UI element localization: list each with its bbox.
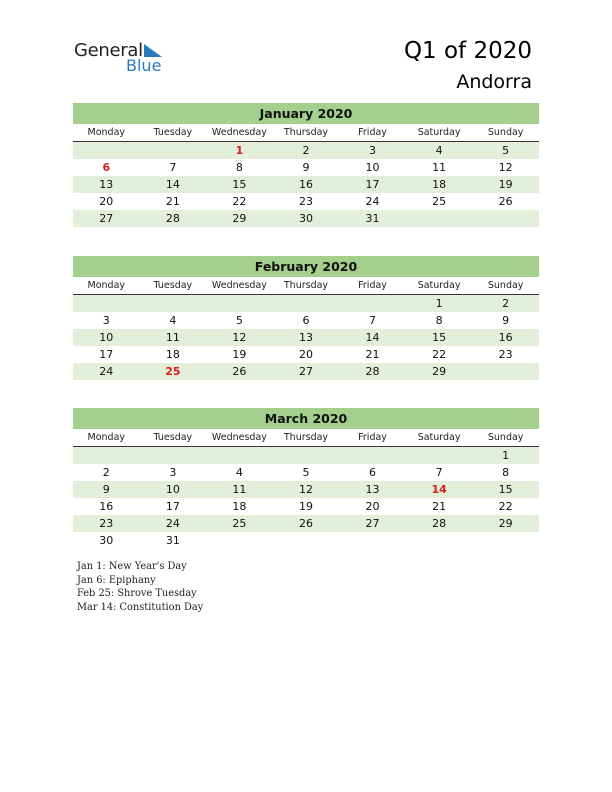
month-january [73,103,539,227]
page-title: Q1 of 2020 [403,38,532,64]
day-cell [339,532,406,549]
holiday-note: Jan 1: New Year's Day [77,561,187,572]
brand-blue: Blue [126,56,162,75]
day-cell: 18 [232,500,247,513]
day-cell: 21 [432,500,447,513]
day-cell: 6 [302,314,310,327]
day-cell: 15 [232,178,247,191]
day-cell [73,142,140,159]
day-cell: 13 [298,331,313,344]
day-cell: 21 [365,348,380,361]
day-cell: 2 [102,466,110,479]
weekday-label: Sunday [487,432,524,443]
day-cell: 13 [99,178,114,191]
holiday-note: Feb 25: Shrove Tuesday [77,588,197,599]
day-cell: 28 [365,365,380,378]
holiday-day-cell: 6 [102,161,111,174]
day-cell: 19 [232,348,247,361]
holiday-note: Mar 14: Constitution Day [77,601,204,613]
day-cell: 12 [498,161,513,174]
weekday-header-row [73,124,539,142]
day-cell: 12 [232,331,247,344]
day-cell: 14 [365,331,380,344]
day-cell: 3 [169,466,177,479]
weekday-label: Friday [358,280,387,291]
day-cell: 11 [165,331,180,344]
day-cell: 24 [99,365,114,378]
day-cell: 29 [498,517,513,530]
day-cell: 22 [232,195,247,208]
month-title: March 2020 [73,408,539,429]
day-cell: 20 [298,348,313,361]
week-row [73,346,539,363]
day-cell: 25 [432,195,447,208]
day-cell: 5 [235,314,243,327]
week-row [73,464,539,481]
weekday-label: Monday [87,280,126,291]
brand-logo [74,40,174,80]
day-cell [273,447,340,464]
day-cell [73,295,140,312]
weekday-label: Sunday [487,280,524,291]
weekday-label: Saturday [417,432,461,443]
day-cell: 15 [498,483,513,496]
day-cell: 11 [232,483,247,496]
day-cell: 26 [232,365,247,378]
day-cell [273,532,340,549]
weekday-label: Thursday [283,127,329,138]
day-cell: 22 [498,500,513,513]
weekday-label: Wednesday [211,127,267,138]
weekday-label: Saturday [417,280,461,291]
day-cell [406,532,473,549]
day-cell [273,295,340,312]
day-cell: 15 [432,331,447,344]
day-cell: 16 [99,500,114,513]
brand-general: General [74,40,143,61]
day-cell: 7 [169,161,177,174]
day-cell [206,532,273,549]
weekday-label: Tuesday [153,127,193,138]
day-cell: 8 [435,314,443,327]
week-row [73,210,539,227]
weekday-label: Tuesday [153,432,193,443]
day-cell: 8 [502,466,510,479]
day-cell [472,363,539,380]
weekday-label: Wednesday [211,280,267,291]
day-cell: 23 [298,195,313,208]
week-row [73,295,539,312]
holiday-day-cell: 1 [235,144,244,157]
day-cell: 26 [298,517,313,530]
week-row [73,498,539,515]
day-cell: 3 [369,144,377,157]
week-row [73,447,539,464]
week-row [73,176,539,193]
day-cell: 18 [432,178,447,191]
day-cell: 12 [298,483,313,496]
weekday-header-row [73,429,539,447]
day-cell: 11 [432,161,447,174]
day-cell: 27 [99,212,114,225]
day-cell: 14 [165,178,180,191]
day-cell [140,295,207,312]
day-cell: 17 [165,500,180,513]
day-cell: 2 [302,144,310,157]
day-cell: 17 [365,178,380,191]
weekday-label: Thursday [283,432,329,443]
weekday-label: Friday [358,432,387,443]
day-cell [472,210,539,227]
day-cell: 9 [102,483,110,496]
day-cell [206,447,273,464]
country-name: Andorra [456,71,532,93]
day-cell: 17 [99,348,114,361]
day-cell: 27 [298,365,313,378]
day-cell: 19 [298,500,313,513]
day-cell: 16 [498,331,513,344]
day-cell: 29 [432,365,447,378]
day-cell [406,447,473,464]
holiday-notes [77,560,203,614]
day-cell: 18 [165,348,180,361]
day-cell: 10 [165,483,180,496]
month-february [73,256,539,380]
day-cell: 13 [365,483,380,496]
day-cell: 4 [435,144,443,157]
day-cell: 7 [435,466,443,479]
week-row [73,329,539,346]
day-cell [140,447,207,464]
weekday-label: Tuesday [153,280,193,291]
day-cell: 3 [102,314,110,327]
weekday-label: Thursday [283,280,329,291]
day-cell: 9 [502,314,510,327]
weekday-label: Wednesday [211,432,267,443]
weekday-label: Monday [87,127,126,138]
day-cell: 9 [302,161,310,174]
day-cell [339,295,406,312]
day-cell: 19 [498,178,513,191]
day-cell: 29 [232,212,247,225]
day-cell [140,142,207,159]
day-cell: 28 [165,212,180,225]
week-row [73,481,539,498]
day-cell [406,210,473,227]
holiday-day-cell: 25 [165,365,181,378]
day-cell: 1 [502,449,510,462]
holiday-note: Jan 6: Epiphany [77,574,156,586]
day-cell: 4 [235,466,243,479]
day-cell: 30 [99,534,114,547]
day-cell: 21 [165,195,180,208]
day-cell: 5 [502,144,510,157]
weekday-label: Monday [87,432,126,443]
day-cell: 25 [232,517,247,530]
holiday-day-cell: 14 [431,483,447,496]
week-row [73,193,539,210]
day-cell: 1 [435,297,443,310]
day-cell: 2 [502,297,510,310]
month-title: January 2020 [73,103,539,124]
day-cell: 31 [365,212,380,225]
day-cell: 20 [99,195,114,208]
day-cell: 27 [365,517,380,530]
day-cell: 26 [498,195,513,208]
day-cell: 10 [99,331,114,344]
day-cell: 10 [365,161,380,174]
day-cell: 4 [169,314,177,327]
week-row [73,159,539,176]
week-row [73,142,539,159]
week-row [73,515,539,532]
week-row [73,363,539,380]
day-cell: 23 [498,348,513,361]
day-cell: 20 [365,500,380,513]
day-cell: 16 [298,178,313,191]
weekday-label: Friday [358,127,387,138]
week-row [73,312,539,329]
week-row [73,532,539,549]
weekday-header-row [73,277,539,295]
day-cell [339,447,406,464]
day-cell: 23 [99,517,114,530]
day-cell [206,295,273,312]
day-cell: 28 [432,517,447,530]
day-cell: 24 [365,195,380,208]
day-cell [73,447,140,464]
day-cell: 8 [235,161,243,174]
day-cell: 24 [165,517,180,530]
day-cell: 30 [298,212,313,225]
day-cell [472,532,539,549]
day-cell: 31 [165,534,180,547]
day-cell: 6 [369,466,377,479]
month-march [73,408,539,549]
day-cell: 5 [302,466,310,479]
day-cell: 7 [369,314,377,327]
weekday-label: Sunday [487,127,524,138]
weekday-label: Saturday [417,127,461,138]
day-cell: 22 [432,348,447,361]
month-title: February 2020 [73,256,539,277]
